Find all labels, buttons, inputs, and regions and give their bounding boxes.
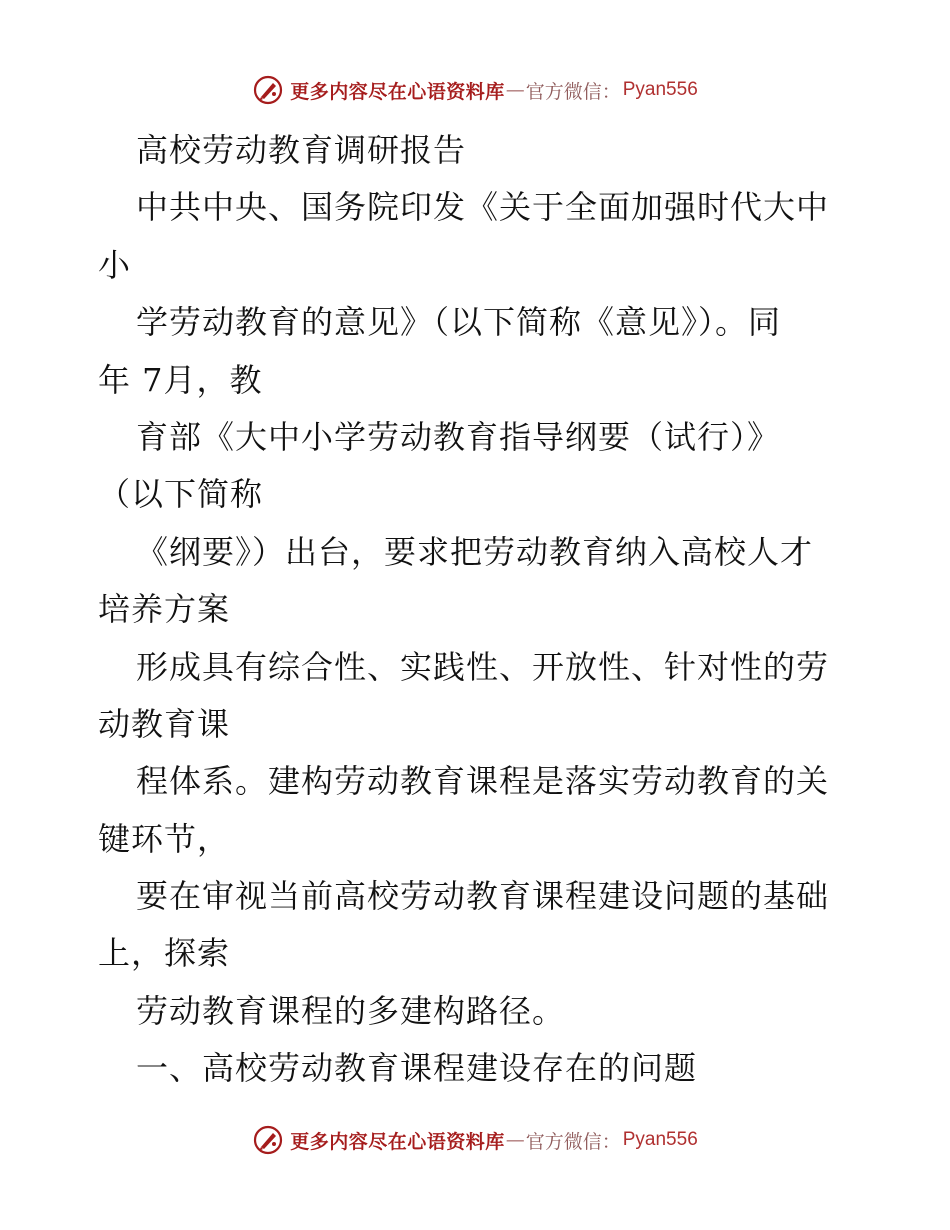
text-line: 培养方案 bbox=[98, 590, 231, 629]
document-title: 高校劳动教育调研报告 bbox=[136, 131, 467, 169]
banner-dash: — bbox=[505, 79, 525, 101]
text-line: 形成具有综合性、实践性、开放性、针对性的劳 bbox=[136, 647, 830, 686]
text-line: 劳动教育课程的多建构路径。 bbox=[136, 991, 566, 1030]
text-line: 学劳动教育的意见》（以下简称《意见》）。同 bbox=[136, 303, 782, 342]
banner-wechat-label: 官方微信： bbox=[525, 80, 621, 103]
quill-pen-logo-icon bbox=[252, 1124, 284, 1156]
quill-pen-logo-icon bbox=[252, 74, 284, 106]
banner-text: 更多内容尽在心语资料库 bbox=[290, 1130, 505, 1153]
header-banner bbox=[0, 70, 950, 110]
document-body bbox=[98, 122, 858, 1098]
footer-banner bbox=[0, 1120, 950, 1160]
text-line: （以下简称 bbox=[98, 475, 264, 514]
banner-text: 更多内容尽在心语资料库 bbox=[290, 80, 505, 103]
banner-dash: — bbox=[505, 1129, 525, 1151]
text-line: 动教育课 bbox=[98, 704, 231, 743]
text-line: 中共中央、国务院印发《关于全面加强时代大中 bbox=[136, 188, 830, 227]
text-line: 程体系。建构劳动教育课程是落实劳动教育的关 bbox=[136, 762, 830, 801]
text-line: 要在审视当前高校劳动教育课程建设问题的基础 bbox=[136, 877, 830, 916]
text-line: 上，探索 bbox=[98, 934, 231, 973]
text-line: 《纲要》）出台，要求把劳动教育纳入高校人才 bbox=[136, 532, 814, 571]
text-line: 键环节， bbox=[98, 819, 231, 858]
banner-wechat-id: Pyan556 bbox=[622, 1129, 698, 1150]
text-line: 年 7月，教 bbox=[98, 360, 263, 399]
banner-wechat-id: Pyan556 bbox=[622, 79, 698, 100]
banner-wechat-label: 官方微信： bbox=[525, 1130, 621, 1153]
section-heading: 一、高校劳动教育课程建设存在的问题 bbox=[136, 1049, 698, 1088]
text-line: 小 bbox=[98, 245, 132, 284]
text-line: 育部《大中小学劳动教育指导纲要（试行）》 bbox=[136, 417, 781, 456]
